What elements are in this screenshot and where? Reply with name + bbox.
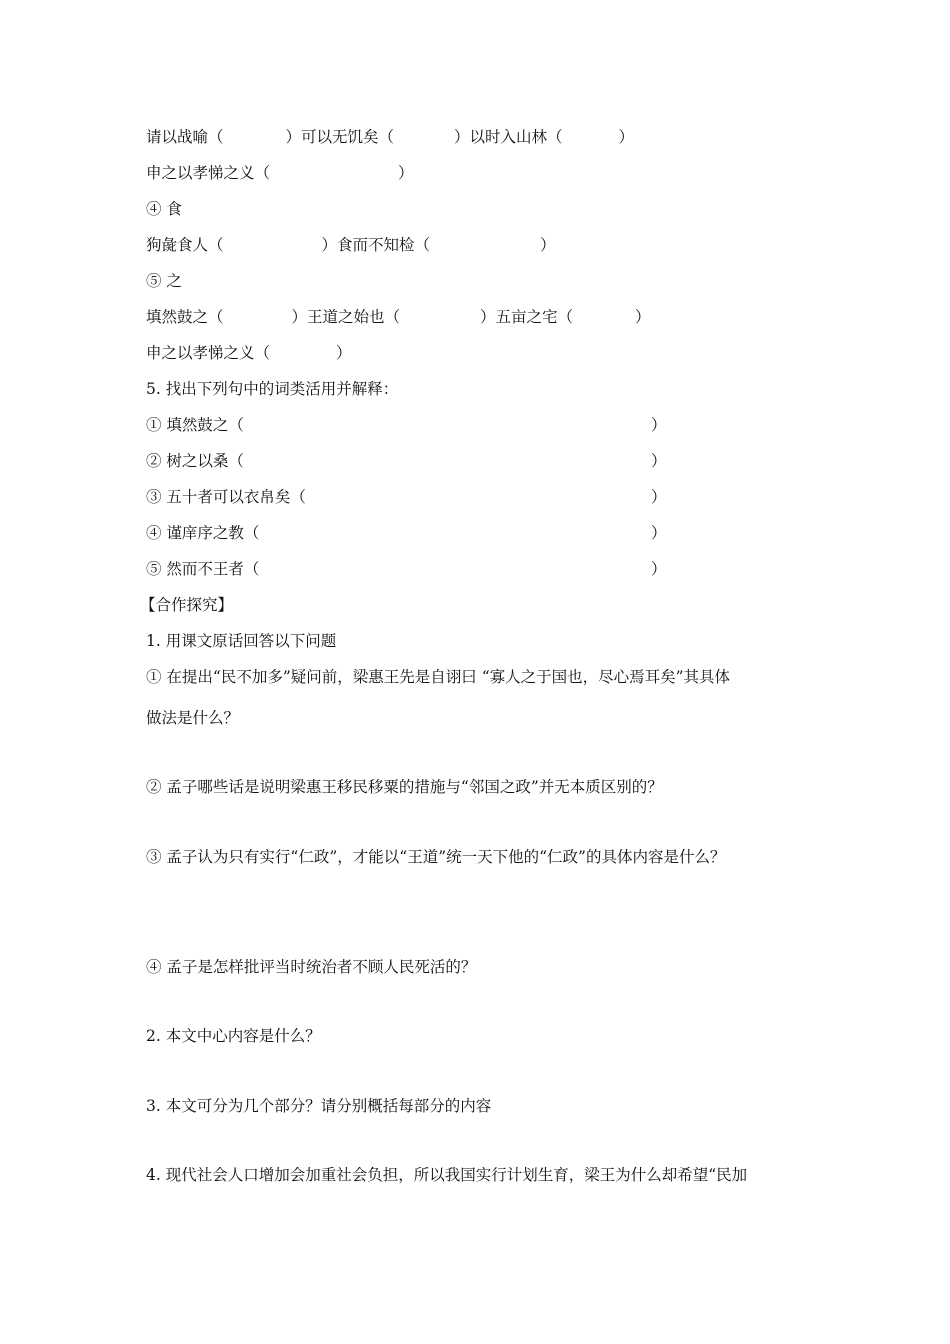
q1-item-1-line1: ① 在提出“民不加多”疑问前，梁惠王先是自诩曰 “寡人之于国也，尽心焉耳矣”其具体 bbox=[146, 668, 731, 686]
question-3: 3. 本文可分为几个部分？请分别概括每部分的内容 bbox=[146, 1097, 492, 1115]
question-5-title: 5. 找出下列句中的词类活用并解释： bbox=[146, 380, 399, 398]
section-heading-hezuo: 【合作探究】 bbox=[140, 596, 234, 614]
question-1-title: 1. 用课文原话回答以下问题 bbox=[146, 632, 337, 650]
heading-shi: ④ 食 bbox=[146, 200, 182, 218]
line-goushi: 狗彘食人（ ）食而不知检（ ） bbox=[146, 236, 556, 254]
q1-item-1-line2: 做法是什么？ bbox=[146, 709, 240, 727]
q1-item-2: ② 孟子哪些话是说明梁惠王移民移粟的措施与“邻国之政”并无本质区别的？ bbox=[146, 778, 663, 796]
q5-item-3: ③ 五十者可以衣帛矣（ ） bbox=[146, 488, 667, 506]
line-tianran: 填然鼓之（ ）王道之始也（ ）五亩之宅（ ） bbox=[146, 308, 651, 326]
q5-item-5: ⑤ 然而不王者（ ） bbox=[146, 560, 667, 578]
question-2: 2. 本文中心内容是什么？ bbox=[146, 1027, 321, 1045]
line-qingyi: 请以战喻（ ）可以无饥矣（ ）以时入山林（ ） bbox=[146, 128, 635, 146]
heading-zhi: ⑤ 之 bbox=[146, 272, 182, 290]
q5-item-4: ④ 谨庠序之教（ ） bbox=[146, 524, 667, 542]
q5-item-1: ① 填然鼓之（ ） bbox=[146, 416, 667, 434]
q1-item-4: ④ 孟子是怎样批评当时统治者不顾人民死活的？ bbox=[146, 958, 477, 976]
line-shenzhi-2: 申之以孝悌之义（ ） bbox=[146, 344, 352, 362]
question-4: 4. 现代社会人口增加会加重社会负担，所以我国实行计划生育，梁王为什么却希望“民加 bbox=[146, 1166, 748, 1184]
q1-item-3: ③ 孟子认为只有实行“仁政”，才能以“王道”统一天下他的“仁政”的具体内容是什么？ bbox=[146, 848, 726, 866]
q5-item-2: ② 树之以桑（ ） bbox=[146, 452, 667, 470]
line-shenzhi-1: 申之以孝悌之义（ ） bbox=[146, 164, 414, 182]
